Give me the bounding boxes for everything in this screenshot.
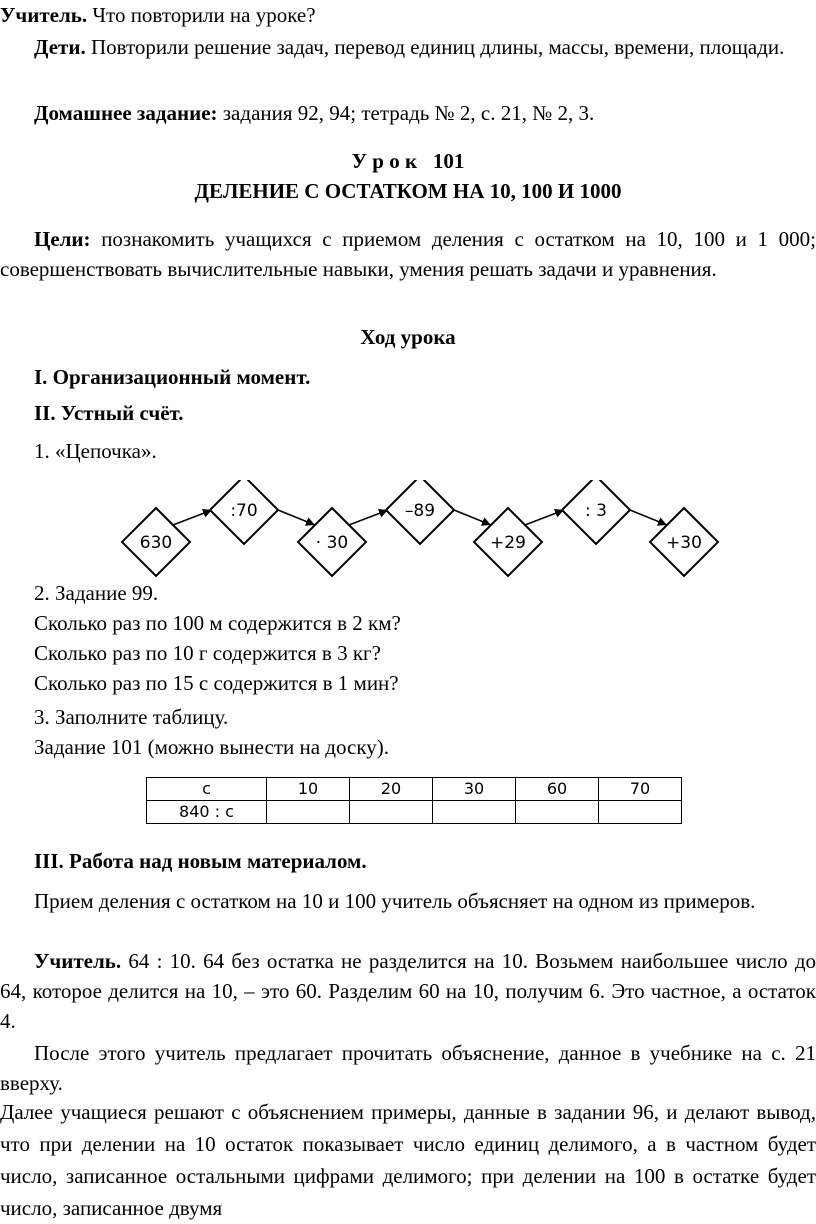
table-row (147, 801, 682, 824)
table-cell (350, 801, 433, 824)
children-answer-paragraph (0, 32, 816, 62)
teacher-question-line (0, 0, 816, 30)
homework-text: задания 92, 94; тетрадь № 2, с. 21, № 2, 3. (222, 101, 595, 125)
paragraph-1: Прием деления с остатком на 10 и 100 учитель объясняет на одном из примеров. (34, 889, 756, 913)
section-2-heading: II. Устный счёт. (34, 401, 184, 425)
goals-text: познакомить учащихся с приемом деления с остатком на 10, 100 и 1 000; совершенствовать вычислительные навыки, умения решать задачи и уравнения. (0, 227, 816, 281)
table-cell: 70 (599, 778, 682, 801)
chain-node-label: +29 (490, 533, 526, 553)
teacher-question-text: Что повторили на уроке? (92, 3, 316, 27)
table-cell (267, 801, 350, 824)
children-answer-text: Повторили решение задач, перевод единиц длины, массы, времени, площади. (90, 35, 785, 59)
task-1-title: 1. «Цепочка». (34, 439, 157, 463)
table-header-row (147, 778, 682, 801)
paragraph-2-text: 64 : 10. 64 без остатка не разделится на 10. Возьмем наибольшее число до 64, которое делится на 10, – это 60. Разделим 60 на 10, получим 6. Это частное, а остаток 4. (0, 949, 816, 1033)
table-cell (516, 801, 599, 824)
chain-arrow (525, 510, 564, 525)
task-2-question-1: Сколько раз по 100 м содержится в 2 км? (34, 611, 401, 635)
paragraph-4: Далее учащиеся решают с объяснением примеры, данные в задании 96, и делают вывод, что при делении на 10 остаток показывает число единиц делимого, а в частном будет число, записанное остальными цифрами делимого; при делении на 100 в остатке будет число, записанное двумя (0, 1100, 816, 1220)
lesson-title: ДЕЛЕНИЕ С ОСТАТКОМ НА 10, 100 И 1000 (194, 179, 622, 203)
task-3-title: 3. Заполните таблицу. (34, 705, 229, 729)
task-2-question-2: Сколько раз по 10 г содержится в 3 кг? (34, 641, 381, 665)
teacher-label: Учитель. (0, 3, 88, 27)
table-cell (599, 801, 682, 824)
chain-node-label: : 3 (585, 501, 607, 521)
paragraph-3: После этого учитель предлагает прочитать объяснение, данное в учебнике на с. 21 вверху. (0, 1041, 816, 1095)
table-cell (433, 801, 516, 824)
goals-label: Цели: (34, 227, 91, 251)
fill-in-table (146, 777, 682, 824)
goals-paragraph (0, 224, 816, 284)
chain-arrow (173, 510, 212, 525)
chain-node-label: 630 (139, 533, 173, 553)
chain-arrow (349, 510, 388, 525)
teacher-label-2: Учитель. (34, 949, 122, 973)
chain-node-label: · 30 (315, 533, 349, 553)
chain-diagram (118, 480, 728, 580)
table-cell: 60 (516, 778, 599, 801)
paragraph-2 (0, 946, 816, 1036)
task-2-question-3: Сколько раз по 15 с содержится в 1 мин? (34, 671, 399, 695)
homework-line (0, 98, 816, 128)
children-label: Дети. (34, 35, 86, 59)
task-3-subtitle: Задание 101 (можно вынести на доску). (34, 735, 389, 759)
chain-node-label: –89 (404, 501, 436, 521)
table-cell: 10 (267, 778, 350, 801)
homework-label: Домашнее задание: (34, 101, 218, 125)
task-2-title: 2. Задание 99. (34, 581, 159, 605)
table-cell: 30 (433, 778, 516, 801)
table-cell: 840 : с (147, 801, 267, 824)
table-cell: с (147, 778, 267, 801)
lesson-number: У р о к 101 (351, 149, 465, 173)
section-1-heading: I. Организационный момент. (34, 365, 311, 389)
course-heading: Ход урока (360, 325, 456, 349)
section-3-heading: III. Работа над новым материалом. (34, 849, 367, 873)
chain-arrow (454, 510, 491, 525)
chain-arrow (630, 510, 667, 525)
chain-arrow (278, 510, 315, 525)
chain-nodes (122, 480, 718, 576)
chain-node-label: +30 (666, 533, 702, 553)
chain-node-label: :70 (230, 501, 258, 521)
table-cell: 20 (350, 778, 433, 801)
